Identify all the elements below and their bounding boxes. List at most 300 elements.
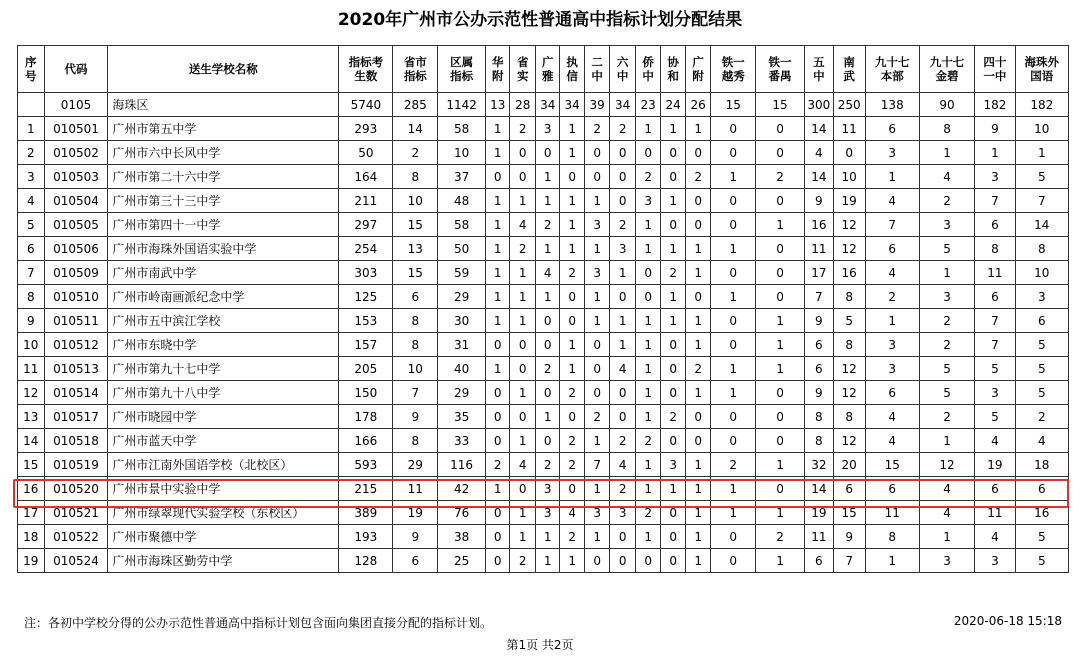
table-cell: 0 bbox=[486, 333, 510, 357]
table-cell: 8 bbox=[833, 405, 865, 429]
table-cell: 2 bbox=[560, 525, 584, 549]
column-header: 序 号 bbox=[18, 46, 45, 93]
table-cell: 1 bbox=[510, 261, 536, 285]
school-name-cell: 广州市绿翠现代实验学校（东校区） bbox=[108, 501, 339, 525]
table-cell: 15 bbox=[865, 453, 919, 477]
table-cell: 2 bbox=[635, 501, 661, 525]
table-cell: 28 bbox=[510, 93, 536, 117]
table-cell: 12 bbox=[833, 381, 865, 405]
table-cell: 11 bbox=[18, 357, 45, 381]
table-cell: 3 bbox=[919, 285, 974, 309]
table-cell: 3 bbox=[865, 333, 919, 357]
table-cell: 153 bbox=[339, 309, 393, 333]
school-name-cell: 广州市第九十八中学 bbox=[108, 381, 339, 405]
table-cell: 3 bbox=[610, 237, 636, 261]
table-cell: 5 bbox=[919, 357, 974, 381]
table-cell: 010506 bbox=[44, 237, 108, 261]
table-cell: 4 bbox=[510, 453, 536, 477]
table-row bbox=[18, 453, 1069, 477]
table-cell: 0 bbox=[510, 141, 536, 165]
table-cell: 19 bbox=[975, 453, 1015, 477]
table-cell: 010518 bbox=[44, 429, 108, 453]
table-cell: 0 bbox=[535, 309, 559, 333]
table-cell: 1 bbox=[584, 189, 610, 213]
table-cell: 178 bbox=[339, 405, 393, 429]
table-cell: 250 bbox=[833, 93, 865, 117]
table-row bbox=[18, 405, 1069, 429]
table-cell: 193 bbox=[339, 525, 393, 549]
table-cell: 1 bbox=[486, 285, 510, 309]
table-row bbox=[18, 333, 1069, 357]
table-cell: 1 bbox=[635, 213, 661, 237]
table-cell: 2 bbox=[584, 405, 610, 429]
table-cell: 182 bbox=[1015, 93, 1068, 117]
table-cell: 16 bbox=[833, 261, 865, 285]
table-cell: 1 bbox=[661, 309, 685, 333]
table-cell: 215 bbox=[339, 477, 393, 501]
column-header: 海珠外 国语 bbox=[1015, 46, 1068, 93]
table-cell: 19 bbox=[805, 501, 834, 525]
table-cell: 7 bbox=[975, 333, 1015, 357]
table-cell: 2 bbox=[919, 333, 974, 357]
table-cell: 11 bbox=[805, 525, 834, 549]
timestamp: 2020-06-18 15:18 bbox=[953, 614, 1062, 628]
table-cell: 0 bbox=[756, 429, 805, 453]
column-header: 代码 bbox=[44, 46, 108, 93]
table-cell: 2 bbox=[711, 453, 756, 477]
table-cell: 9 bbox=[393, 525, 438, 549]
table-cell: 1 bbox=[510, 189, 536, 213]
table-cell: 15 bbox=[393, 261, 438, 285]
table-cell: 1 bbox=[584, 429, 610, 453]
table-cell: 1 bbox=[756, 213, 805, 237]
table-cell: 1 bbox=[535, 285, 559, 309]
school-name-cell: 广州市东晓中学 bbox=[108, 333, 339, 357]
table-cell: 7 bbox=[18, 261, 45, 285]
table-cell: 0 bbox=[756, 117, 805, 141]
table-cell: 1 bbox=[510, 285, 536, 309]
table-cell: 0 bbox=[610, 189, 636, 213]
table-cell: 1 bbox=[711, 165, 756, 189]
table-cell: 0 bbox=[685, 429, 711, 453]
table-cell: 0 bbox=[560, 477, 584, 501]
table-cell: 4 bbox=[18, 189, 45, 213]
table-cell: 8 bbox=[393, 165, 438, 189]
column-header: 送生学校名称 bbox=[108, 46, 339, 93]
table-cell: 1 bbox=[685, 525, 711, 549]
table-cell: 0 bbox=[756, 141, 805, 165]
table-cell: 1 bbox=[635, 477, 661, 501]
table-row bbox=[18, 141, 1069, 165]
table-cell: 3 bbox=[919, 213, 974, 237]
table-cell: 1 bbox=[486, 189, 510, 213]
table-cell: 5 bbox=[919, 237, 974, 261]
table-cell: 5 bbox=[1015, 549, 1068, 573]
table-cell: 59 bbox=[438, 261, 486, 285]
table-cell: 0 bbox=[661, 357, 685, 381]
table-cell: 37 bbox=[438, 165, 486, 189]
table-cell: 6 bbox=[975, 213, 1015, 237]
table-cell: 15 bbox=[711, 93, 756, 117]
table-cell: 26 bbox=[685, 93, 711, 117]
table-cell: 293 bbox=[339, 117, 393, 141]
table-cell: 12 bbox=[833, 429, 865, 453]
table-cell: 8 bbox=[805, 429, 834, 453]
table-cell: 14 bbox=[1015, 213, 1068, 237]
table-cell: 116 bbox=[438, 453, 486, 477]
school-name-cell: 海珠区 bbox=[108, 93, 339, 117]
table-cell: 2 bbox=[756, 165, 805, 189]
table-cell: 4 bbox=[865, 261, 919, 285]
table-cell: 1 bbox=[18, 117, 45, 141]
table-cell: 9 bbox=[805, 381, 834, 405]
table-cell: 3 bbox=[18, 165, 45, 189]
table-cell: 0 bbox=[486, 405, 510, 429]
table-cell: 010509 bbox=[44, 261, 108, 285]
table-cell: 1 bbox=[560, 333, 584, 357]
table-cell: 0 bbox=[661, 525, 685, 549]
table-cell: 8 bbox=[975, 237, 1015, 261]
table-cell: 1 bbox=[635, 237, 661, 261]
table-cell: 1 bbox=[661, 285, 685, 309]
table-cell: 0105 bbox=[44, 93, 108, 117]
table-row bbox=[18, 93, 1069, 117]
table-cell: 10 bbox=[393, 357, 438, 381]
table-cell: 0 bbox=[635, 141, 661, 165]
table-cell: 1 bbox=[535, 405, 559, 429]
table-cell: 6 bbox=[393, 285, 438, 309]
table-cell: 2 bbox=[510, 549, 536, 573]
table-cell: 1 bbox=[661, 117, 685, 141]
table-cell bbox=[18, 93, 45, 117]
table-cell: 10 bbox=[1015, 117, 1068, 141]
table-cell: 0 bbox=[756, 381, 805, 405]
column-header: 九十七 金碧 bbox=[919, 46, 974, 93]
table-cell: 4 bbox=[919, 501, 974, 525]
table-cell: 1 bbox=[635, 309, 661, 333]
table-cell: 6 bbox=[1015, 477, 1068, 501]
table-cell: 150 bbox=[339, 381, 393, 405]
school-name-cell: 广州市第九十七中学 bbox=[108, 357, 339, 381]
table-cell: 0 bbox=[486, 525, 510, 549]
table-cell: 0 bbox=[756, 261, 805, 285]
table-cell: 20 bbox=[833, 453, 865, 477]
table-cell: 2 bbox=[535, 213, 559, 237]
table-cell: 5740 bbox=[339, 93, 393, 117]
table-cell: 0 bbox=[486, 501, 510, 525]
table-cell: 0 bbox=[661, 333, 685, 357]
table-cell: 10 bbox=[393, 189, 438, 213]
table-cell: 9 bbox=[805, 189, 834, 213]
table-cell: 1 bbox=[486, 261, 510, 285]
table-cell: 58 bbox=[438, 213, 486, 237]
table-cell: 3 bbox=[535, 117, 559, 141]
table-cell: 2 bbox=[560, 429, 584, 453]
table-cell: 1 bbox=[635, 453, 661, 477]
table-cell: 0 bbox=[535, 333, 559, 357]
table-cell: 14 bbox=[393, 117, 438, 141]
table-cell: 18 bbox=[18, 525, 45, 549]
table-cell: 0 bbox=[711, 189, 756, 213]
table-cell: 1 bbox=[661, 189, 685, 213]
table-cell: 010520 bbox=[44, 477, 108, 501]
table-cell: 0 bbox=[756, 237, 805, 261]
table-cell: 1 bbox=[685, 477, 711, 501]
table-cell: 1 bbox=[535, 237, 559, 261]
table-cell: 0 bbox=[756, 477, 805, 501]
table-cell: 5 bbox=[1015, 165, 1068, 189]
school-name-cell: 广州市第四十一中学 bbox=[108, 213, 339, 237]
table-cell: 6 bbox=[975, 477, 1015, 501]
table-cell: 3 bbox=[635, 189, 661, 213]
table-cell: 6 bbox=[865, 381, 919, 405]
table-cell: 34 bbox=[560, 93, 584, 117]
table-cell: 0 bbox=[685, 213, 711, 237]
table-cell: 2 bbox=[919, 189, 974, 213]
table-cell: 0 bbox=[711, 405, 756, 429]
table-row bbox=[18, 237, 1069, 261]
table-header-row bbox=[18, 46, 1069, 93]
table-cell: 0 bbox=[535, 381, 559, 405]
table-cell: 19 bbox=[833, 189, 865, 213]
table-cell: 34 bbox=[610, 93, 636, 117]
table-cell: 0 bbox=[711, 261, 756, 285]
table-cell: 0 bbox=[610, 549, 636, 573]
table-cell: 2 bbox=[635, 165, 661, 189]
table-cell: 31 bbox=[438, 333, 486, 357]
table-cell: 3 bbox=[584, 501, 610, 525]
table-cell: 2 bbox=[661, 261, 685, 285]
table-cell: 0 bbox=[560, 165, 584, 189]
table-cell: 9 bbox=[833, 525, 865, 549]
school-name-cell: 广州市第二十六中学 bbox=[108, 165, 339, 189]
table-cell: 1 bbox=[584, 525, 610, 549]
table-cell: 0 bbox=[635, 549, 661, 573]
table-cell: 1 bbox=[919, 525, 974, 549]
table-cell: 2 bbox=[919, 309, 974, 333]
table-cell: 010512 bbox=[44, 333, 108, 357]
table-cell: 4 bbox=[865, 429, 919, 453]
table-cell: 42 bbox=[438, 477, 486, 501]
table-cell: 0 bbox=[610, 405, 636, 429]
table-cell: 16 bbox=[18, 477, 45, 501]
table-cell: 1 bbox=[685, 453, 711, 477]
table-cell: 1 bbox=[560, 117, 584, 141]
table-cell: 7 bbox=[805, 285, 834, 309]
table-cell: 8 bbox=[833, 333, 865, 357]
table-cell: 0 bbox=[661, 501, 685, 525]
table-cell: 010513 bbox=[44, 357, 108, 381]
table-cell: 1 bbox=[756, 453, 805, 477]
table-cell: 4 bbox=[610, 357, 636, 381]
table-cell: 8 bbox=[833, 285, 865, 309]
table-cell: 0 bbox=[711, 309, 756, 333]
column-header: 区属 指标 bbox=[438, 46, 486, 93]
table-cell: 4 bbox=[919, 165, 974, 189]
table-cell: 389 bbox=[339, 501, 393, 525]
table-cell: 13 bbox=[486, 93, 510, 117]
table-cell: 6 bbox=[865, 477, 919, 501]
column-header: 九十七 本部 bbox=[865, 46, 919, 93]
table-cell: 8 bbox=[919, 117, 974, 141]
school-name-cell: 广州市晓园中学 bbox=[108, 405, 339, 429]
table-cell: 2 bbox=[610, 117, 636, 141]
table-cell: 8 bbox=[393, 429, 438, 453]
table-cell: 593 bbox=[339, 453, 393, 477]
table-cell: 32 bbox=[805, 453, 834, 477]
table-cell: 12 bbox=[833, 357, 865, 381]
table-cell: 010519 bbox=[44, 453, 108, 477]
table-cell: 0 bbox=[486, 429, 510, 453]
table-cell: 1 bbox=[711, 237, 756, 261]
table-cell: 1 bbox=[486, 117, 510, 141]
table-cell: 1 bbox=[635, 117, 661, 141]
table-cell: 0 bbox=[661, 141, 685, 165]
table-cell: 1 bbox=[486, 213, 510, 237]
table-cell: 1 bbox=[560, 141, 584, 165]
table-cell: 1 bbox=[560, 237, 584, 261]
table-cell: 0 bbox=[711, 429, 756, 453]
table-cell: 1 bbox=[661, 477, 685, 501]
table-cell: 0 bbox=[584, 165, 610, 189]
table-cell: 1 bbox=[510, 525, 536, 549]
table-row bbox=[18, 549, 1069, 573]
table-cell: 12 bbox=[833, 213, 865, 237]
table-cell: 1 bbox=[756, 309, 805, 333]
table-cell: 0 bbox=[635, 261, 661, 285]
table-cell: 0 bbox=[610, 165, 636, 189]
table-cell: 0 bbox=[711, 549, 756, 573]
column-header: 四十 一中 bbox=[975, 46, 1015, 93]
table-cell: 2 bbox=[685, 165, 711, 189]
table-cell: 4 bbox=[610, 453, 636, 477]
table-cell: 1 bbox=[756, 333, 805, 357]
table-cell: 13 bbox=[393, 237, 438, 261]
table-cell: 0 bbox=[560, 405, 584, 429]
table-cell: 5 bbox=[975, 405, 1015, 429]
table-cell: 1142 bbox=[438, 93, 486, 117]
table-cell: 166 bbox=[339, 429, 393, 453]
table-cell: 1 bbox=[1015, 141, 1068, 165]
table-cell: 2 bbox=[560, 453, 584, 477]
table-cell: 3 bbox=[1015, 285, 1068, 309]
table-cell: 3 bbox=[975, 381, 1015, 405]
table-cell: 12 bbox=[833, 237, 865, 261]
page-title: 2020年广州市公办示范性普通高中指标计划分配结果 bbox=[337, 10, 743, 30]
table-cell: 0 bbox=[584, 381, 610, 405]
table-cell: 48 bbox=[438, 189, 486, 213]
table-cell: 1 bbox=[584, 285, 610, 309]
table-cell: 4 bbox=[865, 189, 919, 213]
table-row bbox=[18, 309, 1069, 333]
table-cell: 1 bbox=[560, 549, 584, 573]
column-header: 二 中 bbox=[584, 46, 610, 93]
column-header: 广 附 bbox=[685, 46, 711, 93]
table-cell: 1 bbox=[635, 525, 661, 549]
table-cell: 1 bbox=[486, 141, 510, 165]
page-number: 第1页 共2页 bbox=[506, 638, 574, 652]
table-cell: 2 bbox=[535, 453, 559, 477]
table-cell: 010524 bbox=[44, 549, 108, 573]
table-cell: 1 bbox=[865, 549, 919, 573]
table-cell: 5 bbox=[833, 309, 865, 333]
table-cell: 010510 bbox=[44, 285, 108, 309]
column-header: 侨 中 bbox=[635, 46, 661, 93]
table-cell: 1 bbox=[919, 261, 974, 285]
table-cell: 0 bbox=[535, 429, 559, 453]
table-cell: 0 bbox=[510, 405, 536, 429]
table-cell: 3 bbox=[584, 213, 610, 237]
table-cell: 211 bbox=[339, 189, 393, 213]
table-cell: 1 bbox=[486, 357, 510, 381]
table-cell: 303 bbox=[339, 261, 393, 285]
column-header: 六 中 bbox=[610, 46, 636, 93]
table-cell: 34 bbox=[535, 93, 559, 117]
table-cell: 29 bbox=[438, 381, 486, 405]
table-cell: 1 bbox=[610, 261, 636, 285]
table-cell: 1 bbox=[560, 189, 584, 213]
table-cell: 0 bbox=[661, 429, 685, 453]
table-cell: 1 bbox=[685, 381, 711, 405]
table-cell: 0 bbox=[661, 165, 685, 189]
column-header: 铁一 越秀 bbox=[711, 46, 756, 93]
table-cell: 1 bbox=[486, 477, 510, 501]
school-name-cell: 广州市六中长风中学 bbox=[108, 141, 339, 165]
table-cell: 2 bbox=[1015, 405, 1068, 429]
table-cell: 8 bbox=[393, 333, 438, 357]
table-cell: 0 bbox=[833, 141, 865, 165]
table-cell: 0 bbox=[711, 213, 756, 237]
table-cell: 2 bbox=[756, 525, 805, 549]
table-cell: 0 bbox=[756, 405, 805, 429]
table-cell: 010501 bbox=[44, 117, 108, 141]
table-cell: 1 bbox=[510, 429, 536, 453]
table-cell: 2 bbox=[510, 237, 536, 261]
table-cell: 9 bbox=[975, 117, 1015, 141]
table-cell: 0 bbox=[510, 477, 536, 501]
table-cell: 1 bbox=[610, 309, 636, 333]
table-cell: 1 bbox=[535, 165, 559, 189]
table-cell: 1 bbox=[486, 309, 510, 333]
column-header: 协 和 bbox=[661, 46, 685, 93]
table-cell: 8 bbox=[1015, 237, 1068, 261]
column-header: 省市 指标 bbox=[393, 46, 438, 93]
column-header: 五 中 bbox=[805, 46, 834, 93]
table-cell: 9 bbox=[18, 309, 45, 333]
table-cell: 1 bbox=[635, 381, 661, 405]
table-cell: 5 bbox=[18, 213, 45, 237]
school-name-cell: 广州市第五中学 bbox=[108, 117, 339, 141]
table-cell: 1 bbox=[975, 141, 1015, 165]
table-cell: 0 bbox=[756, 189, 805, 213]
table-cell: 3 bbox=[865, 141, 919, 165]
table-cell: 0 bbox=[610, 381, 636, 405]
table-row bbox=[18, 381, 1069, 405]
table-cell: 182 bbox=[975, 93, 1015, 117]
table-cell: 1 bbox=[711, 357, 756, 381]
table-cell: 2 bbox=[18, 141, 45, 165]
table-cell: 6 bbox=[393, 549, 438, 573]
table-cell: 4 bbox=[1015, 429, 1068, 453]
table-cell: 1 bbox=[756, 357, 805, 381]
table-cell: 10 bbox=[1015, 261, 1068, 285]
table-cell: 0 bbox=[661, 213, 685, 237]
table-cell: 12 bbox=[18, 381, 45, 405]
table-cell: 2 bbox=[610, 477, 636, 501]
table-cell: 254 bbox=[339, 237, 393, 261]
table-cell: 205 bbox=[339, 357, 393, 381]
table-cell: 1 bbox=[610, 333, 636, 357]
